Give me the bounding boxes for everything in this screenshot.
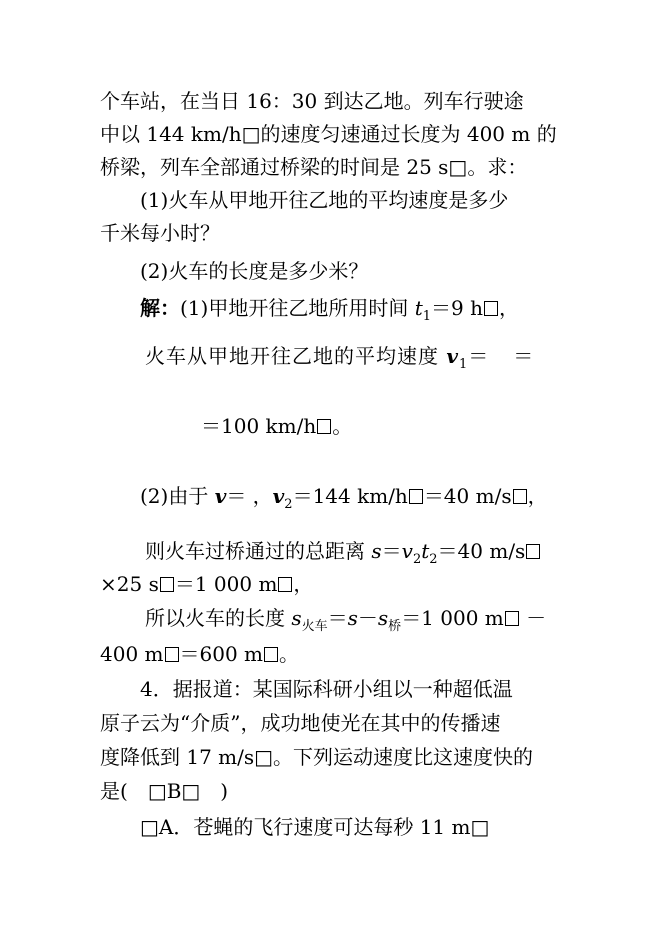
text-line-2: 中以 144 km/h□的速度匀速通过长度为 400 m 的 [100, 122, 557, 146]
problem-4-line-c: 度降低到 17 m/s□。下列运动速度比这速度快的 [100, 745, 534, 769]
placeholder-box-icon [264, 647, 278, 662]
problem-4-answer-line: 是( □B□ ) [100, 779, 229, 803]
placeholder-box-icon [484, 301, 498, 316]
solution-line-1: 解：(1)甲地开往乙地所用时间 $t_1=9$ h ， [140, 296, 519, 324]
problem-4-line-b: 原子云为“介质”，成功地使光在其中的传播速 [100, 711, 501, 735]
total-distance-line-2: ×25 s ＝1 000 m ， [100, 572, 314, 596]
average-speed-result: ＝100 km/h 。 [201, 414, 353, 438]
placeholder-box-icon [278, 577, 292, 592]
problem-4-line-a: 4．据报道：某国际科研小组以一种超低温 [140, 677, 513, 701]
solution-label: 解： [140, 296, 180, 320]
total-distance-line: 则火车过桥通过的总距离 $s=v_2t_2=40$ m/s [145, 539, 541, 567]
placeholder-box-icon [505, 611, 519, 626]
average-speed-line: 火车从甲地开往乙地的平均速度 $v_1=$ ＝ [145, 344, 535, 372]
placeholder-box-icon [513, 489, 527, 504]
placeholder-box-icon [409, 489, 423, 504]
solution-line-2: (2)由于 v＝ ，$v_2=144$ km/h ＝40 m/s ， [140, 484, 548, 512]
placeholder-box-icon [160, 577, 174, 592]
train-length-line-2: 400 m ＝600 m 。 [100, 642, 299, 666]
placeholder-box-icon [526, 544, 540, 559]
question-2: (2)火车的长度是多少米？ [140, 259, 369, 283]
answer-choice: □B□ [147, 779, 201, 803]
placeholder-box-icon [165, 647, 179, 662]
train-length-line: 所以火车的长度 $s_{火车}=s-s_桥=1$ 000 m － [145, 606, 547, 634]
option-a: □A．苍蝇的飞行速度可达每秒 11 m□ [140, 815, 490, 839]
text-line-3: 桥梁，列车全部通过桥梁的时间是 25 s□。求： [100, 155, 528, 179]
question-1-line-a: (1)火车从甲地开往乙地的平均速度是多少 [140, 188, 509, 212]
text-line-1: 个车站，在当日 16：30 到达乙地。列车行驶途 [100, 89, 524, 113]
placeholder-box-icon [317, 419, 331, 434]
question-1-line-b: 千米每小时？ [100, 221, 220, 245]
